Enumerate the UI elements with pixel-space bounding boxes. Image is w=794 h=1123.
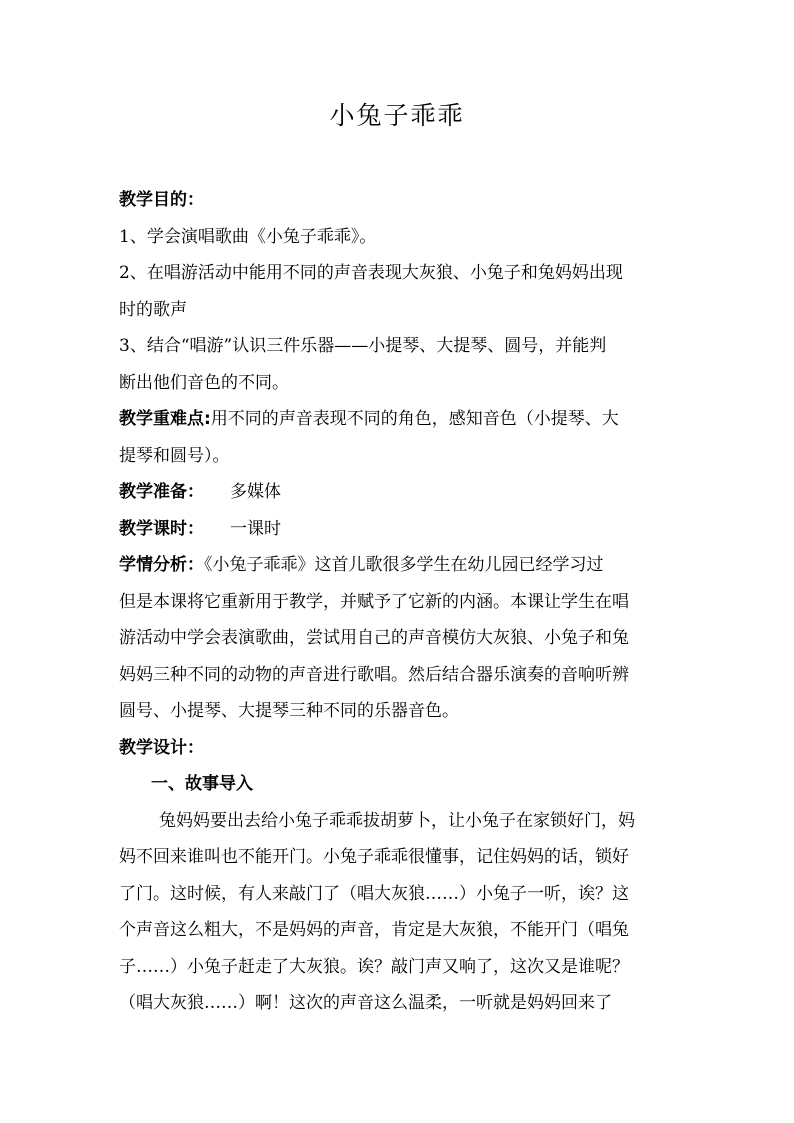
key-points-text: 用不同的声音表现不同的角色，感知音色（小提琴、大 (210, 409, 619, 429)
class-hours-label: 教学课时： (119, 518, 204, 539)
goal-item-3-line-1: 3、结合“唱游”认识三件乐器——小提琴、大提琴、圆号，并能判 (119, 336, 607, 356)
analysis-text: 《小兔子乖乖》这首儿歌很多学生在幼儿园已经学习过 (204, 555, 604, 575)
goal-item-2-line-2: 时的歌声 (119, 299, 187, 320)
page-title: 小兔子乖乖 (329, 101, 465, 130)
story-line-5: 子……）小兔子赶走了大灰狼。诶？敲门声又响了，这次又是谁呢？ (119, 956, 629, 977)
story-line-2: 妈不回来谁叫也不能开门。小兔子乖乖很懂事，记住妈妈的话，锁好 (119, 847, 629, 867)
key-points-line-2: 提琴和圆号）。 (119, 445, 230, 466)
goal-item-1: 1、学会演唱歌曲《小兔子乖乖》。 (119, 226, 377, 247)
design-heading: 教学设计： (119, 737, 204, 758)
goal-heading: 教学目的： (119, 190, 204, 210)
section-1-heading: 一、故事导入 (151, 774, 253, 794)
analysis-line-5: 圆号、小提琴、大提琴三种不同的乐器音色。 (119, 701, 459, 721)
preparation-value: 多媒体 (230, 482, 281, 502)
goal-item-3-line-2: 断出他们音色的不同。 (119, 372, 289, 393)
preparation-label: 教学准备： (119, 482, 204, 502)
class-hours-value: 一课时 (230, 518, 281, 539)
analysis-label: 学情分析： (119, 555, 204, 575)
goal-item-2-line-1: 2、在唱游活动中能用不同的声音表现大灰狼、小兔子和兔妈妈出现 (119, 263, 623, 283)
story-line-1: 兔妈妈要出去给小兔子乖乖拔胡萝卜，让小兔子在家锁好门，妈 (159, 810, 635, 831)
document-body (119, 182, 679, 1022)
story-line-6: （唱大灰狼……）啊！这次的声音这么温柔，一听就是妈妈回来了 (119, 993, 612, 1013)
story-line-4: 个声音这么粗大，不是妈妈的声音，肯定是大灰狼，不能开门（唱兔 (119, 920, 629, 940)
key-points-label: 教学重难点: (119, 409, 211, 429)
class-hours-line (119, 511, 679, 548)
story-line-3: 了门。这时候，有人来敲门了（唱大灰狼……）小兔子一听，诶？这 (119, 883, 629, 904)
analysis-line-4: 妈妈三种不同的动物的声音进行歌唱。然后结合器乐演奏的音响听辨 (119, 664, 629, 685)
analysis-line-1 (119, 547, 679, 584)
analysis-line-3: 游活动中学会表演歌曲，尝试用自己的声音模仿大灰狼、小兔子和兔 (119, 628, 629, 648)
preparation-line (119, 474, 679, 511)
key-points-line-1 (119, 401, 679, 438)
analysis-line-2: 但是本课将它重新用于教学，并赋予了它新的内涵。本课让学生在唱 (119, 591, 629, 612)
